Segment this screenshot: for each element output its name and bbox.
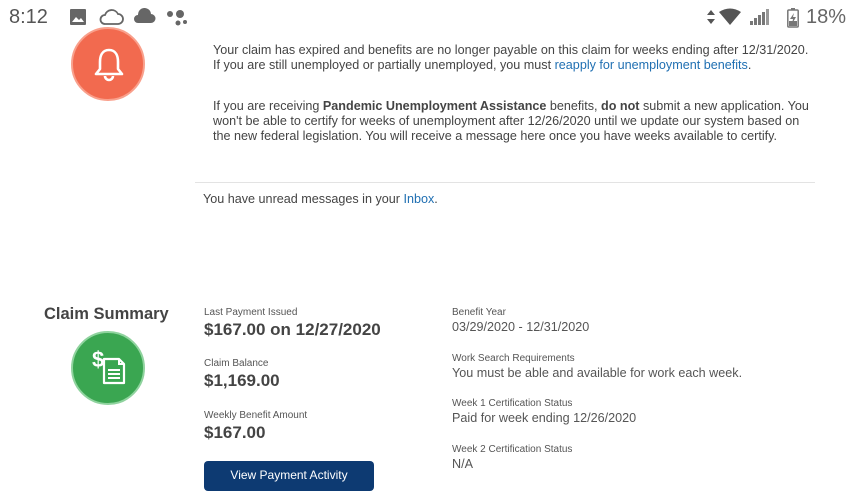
week1-status-value: Paid for week ending 12/26/2020 [452,411,637,425]
assistant-icon [165,8,189,31]
bell-icon [92,46,126,82]
status-bar [0,0,854,36]
claim-balance-field [204,358,280,392]
claim-summary-title: Claim Summary [44,305,169,323]
work-search-field [452,353,742,381]
week1-status-field [452,398,636,426]
do-not-emphasis: do not [601,99,640,113]
signal-icon [750,8,770,31]
data-arrows-icon [706,8,716,31]
pua-program-name: Pandemic Unemployment Assistance [322,99,547,113]
last-payment-value: $167.00 on 12/27/2020 [204,320,381,339]
benefit-year-field [452,307,589,335]
battery-percent: 18% [805,6,846,28]
claim-expired-text: Your claim has expired and benefits are no longer payable on this claim for weeks ending after 12/31/2020. If you are still unemployed or partially unemployed, you must [213,43,809,72]
status-time: 8:12 [9,6,48,28]
reapply-link[interactable]: reapply for unemployment benefits [554,58,748,72]
claim-balance-label: Claim Balance [204,358,269,369]
weekly-benefit-field [204,410,307,444]
benefit-year-value: 03/29/2020 - 12/31/2020 [452,320,590,334]
image-icon [69,8,87,31]
section-divider [195,182,815,183]
week2-status-value: N/A [452,457,473,471]
week2-status-field [452,444,572,472]
weekly-benefit-value: $167.00 [204,423,266,442]
view-payment-activity-button[interactable]: View Payment Activity [204,461,374,491]
last-payment-label: Last Payment Issued [204,307,298,318]
claim-document-dollar-icon [91,347,127,387]
battery-charging-icon [787,8,799,33]
cloud-icon [132,8,156,31]
week1-status-label: Week 1 Certification Status [452,398,573,409]
claim-balance-value: $1,169.00 [204,371,280,390]
claim-summary-badge [71,331,145,405]
work-search-value: You must be able and available for work each week. [452,366,743,380]
alert-badge [71,27,145,101]
inbox-notice: You have unread messages in your Inbox. [203,192,438,206]
work-search-label: Work Search Requirements [452,353,575,364]
wifi-icon [718,8,742,31]
last-payment-field [204,307,381,341]
claim-expired-message: Your claim has expired and benefits are no longer payable on this claim for weeks ending after 12/31/2020. If you are still unemployed or partially unemployed, you must reapply for unemployment benefits. [213,43,809,72]
inbox-link[interactable]: Inbox [403,192,435,206]
pua-message: If you are receiving Pandemic Unemployment Assistance benefits, do not submit a new application. You won't be able to certify for weeks of unemployment after 12/26/2020 until we update our system based on the new federal legislation. You will receive a message here once you have weeks available to certify. [213,99,809,143]
week2-status-label: Week 2 Certification Status [452,444,573,455]
weekly-benefit-label: Weekly Benefit Amount [204,410,308,421]
benefit-year-label: Benefit Year [452,307,506,318]
svg-text:$: $ [92,347,105,372]
